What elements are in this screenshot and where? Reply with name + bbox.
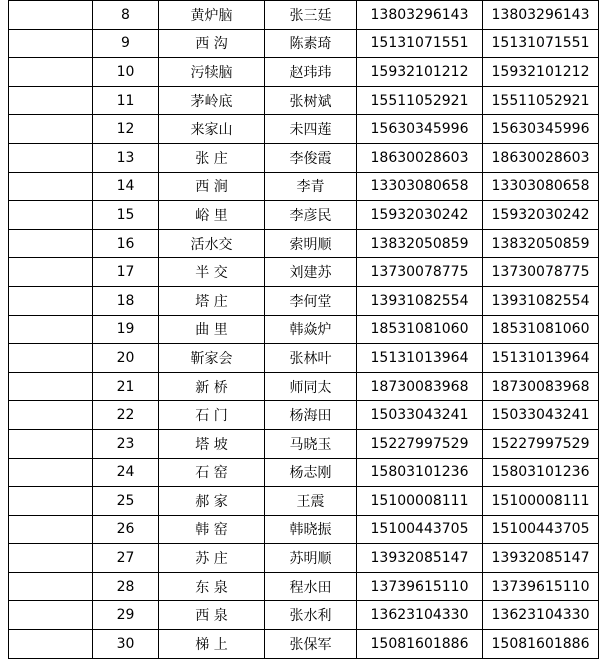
phone-cell-secondary: 15803101236	[483, 458, 599, 487]
blank-cell	[9, 58, 93, 87]
table-row	[9, 58, 599, 87]
village-cell: 污犊脑	[159, 58, 265, 87]
village-cell: 西 涧	[159, 172, 265, 201]
row-number-cell: 28	[93, 572, 159, 601]
row-number-cell: 21	[93, 372, 159, 401]
blank-cell	[9, 1, 93, 30]
phone-cell: 18630028603	[357, 143, 483, 172]
phone-cell: 15932030242	[357, 201, 483, 230]
village-cell: 郝 家	[159, 487, 265, 516]
table-row	[9, 344, 599, 373]
blank-cell	[9, 458, 93, 487]
contact-table	[8, 0, 599, 659]
table-row	[9, 286, 599, 315]
table-row	[9, 372, 599, 401]
phone-cell-secondary: 15227997529	[483, 429, 599, 458]
table-body	[9, 1, 599, 659]
phone-cell: 15511052921	[357, 86, 483, 115]
blank-cell	[9, 115, 93, 144]
person-name-cell: 张树斌	[265, 86, 357, 115]
blank-cell	[9, 315, 93, 344]
blank-cell	[9, 258, 93, 287]
person-name-cell: 杨志刚	[265, 458, 357, 487]
phone-cell: 15131013964	[357, 344, 483, 373]
row-number-cell: 22	[93, 401, 159, 430]
table-row	[9, 1, 599, 30]
row-number-cell: 19	[93, 315, 159, 344]
village-cell: 苏 庄	[159, 544, 265, 573]
phone-cell-secondary: 13803296143	[483, 1, 599, 30]
table-row	[9, 429, 599, 458]
row-number-cell: 16	[93, 229, 159, 258]
person-name-cell: 李何堂	[265, 286, 357, 315]
table-row	[9, 86, 599, 115]
table-row	[9, 515, 599, 544]
phone-cell-secondary: 18730083968	[483, 372, 599, 401]
blank-cell	[9, 172, 93, 201]
table-row	[9, 315, 599, 344]
phone-cell: 15227997529	[357, 429, 483, 458]
village-cell: 半 交	[159, 258, 265, 287]
village-cell: 活水交	[159, 229, 265, 258]
table-row	[9, 172, 599, 201]
person-name-cell: 赵玮玮	[265, 58, 357, 87]
blank-cell	[9, 344, 93, 373]
blank-cell	[9, 544, 93, 573]
row-number-cell: 13	[93, 143, 159, 172]
table-row	[9, 572, 599, 601]
village-cell: 塔 庄	[159, 286, 265, 315]
phone-cell-secondary: 15100008111	[483, 487, 599, 516]
phone-cell: 15131071551	[357, 29, 483, 58]
village-cell: 石 门	[159, 401, 265, 430]
blank-cell	[9, 29, 93, 58]
row-number-cell: 14	[93, 172, 159, 201]
person-name-cell: 索明顺	[265, 229, 357, 258]
blank-cell	[9, 630, 93, 659]
village-cell: 曲 里	[159, 315, 265, 344]
blank-cell	[9, 487, 93, 516]
person-name-cell: 未四莲	[265, 115, 357, 144]
phone-cell: 18730083968	[357, 372, 483, 401]
person-name-cell: 刘建苏	[265, 258, 357, 287]
village-cell: 东 泉	[159, 572, 265, 601]
person-name-cell: 张水利	[265, 601, 357, 630]
person-name-cell: 杨海田	[265, 401, 357, 430]
phone-cell: 13931082554	[357, 286, 483, 315]
phone-cell-secondary: 15131071551	[483, 29, 599, 58]
blank-cell	[9, 372, 93, 401]
row-number-cell: 29	[93, 601, 159, 630]
village-cell: 靳家会	[159, 344, 265, 373]
person-name-cell: 苏明顺	[265, 544, 357, 573]
blank-cell	[9, 515, 93, 544]
table-row	[9, 630, 599, 659]
phone-cell-secondary: 13303080658	[483, 172, 599, 201]
row-number-cell: 25	[93, 487, 159, 516]
phone-cell-secondary: 15630345996	[483, 115, 599, 144]
village-cell: 新 桥	[159, 372, 265, 401]
person-name-cell: 李彦民	[265, 201, 357, 230]
phone-cell: 13303080658	[357, 172, 483, 201]
person-name-cell: 李青	[265, 172, 357, 201]
phone-cell: 18531081060	[357, 315, 483, 344]
phone-cell-secondary: 13931082554	[483, 286, 599, 315]
phone-cell-secondary: 18531081060	[483, 315, 599, 344]
table-row	[9, 229, 599, 258]
phone-cell-secondary: 18630028603	[483, 143, 599, 172]
row-number-cell: 23	[93, 429, 159, 458]
table-row	[9, 544, 599, 573]
blank-cell	[9, 286, 93, 315]
village-cell: 黄炉脑	[159, 1, 265, 30]
blank-cell	[9, 572, 93, 601]
phone-cell: 13803296143	[357, 1, 483, 30]
person-name-cell: 师同太	[265, 372, 357, 401]
phone-cell-secondary: 13832050859	[483, 229, 599, 258]
phone-cell-secondary: 15033043241	[483, 401, 599, 430]
table-row	[9, 201, 599, 230]
table-row	[9, 487, 599, 516]
row-number-cell: 20	[93, 344, 159, 373]
person-name-cell: 韩焱炉	[265, 315, 357, 344]
phone-cell: 13932085147	[357, 544, 483, 573]
phone-cell: 15081601886	[357, 630, 483, 659]
row-number-cell: 11	[93, 86, 159, 115]
table-row	[9, 258, 599, 287]
row-number-cell: 10	[93, 58, 159, 87]
phone-cell-secondary: 15932101212	[483, 58, 599, 87]
blank-cell	[9, 601, 93, 630]
phone-cell: 15932101212	[357, 58, 483, 87]
row-number-cell: 30	[93, 630, 159, 659]
phone-cell-secondary: 15131013964	[483, 344, 599, 373]
phone-cell: 15100443705	[357, 515, 483, 544]
blank-cell	[9, 429, 93, 458]
phone-cell: 13832050859	[357, 229, 483, 258]
phone-cell-secondary: 15932030242	[483, 201, 599, 230]
phone-cell-secondary: 15511052921	[483, 86, 599, 115]
phone-cell: 13623104330	[357, 601, 483, 630]
village-cell: 峪 里	[159, 201, 265, 230]
person-name-cell: 韩晓振	[265, 515, 357, 544]
table-row	[9, 458, 599, 487]
phone-cell-secondary: 15081601886	[483, 630, 599, 659]
person-name-cell: 陈素琦	[265, 29, 357, 58]
blank-cell	[9, 401, 93, 430]
village-cell: 茅岭底	[159, 86, 265, 115]
village-cell: 西 泉	[159, 601, 265, 630]
village-cell: 韩 窑	[159, 515, 265, 544]
village-cell: 张 庄	[159, 143, 265, 172]
row-number-cell: 24	[93, 458, 159, 487]
row-number-cell: 27	[93, 544, 159, 573]
phone-cell-secondary: 13739615110	[483, 572, 599, 601]
blank-cell	[9, 229, 93, 258]
village-cell: 石 窑	[159, 458, 265, 487]
person-name-cell: 李俊霞	[265, 143, 357, 172]
table-row	[9, 601, 599, 630]
row-number-cell: 15	[93, 201, 159, 230]
table-row	[9, 29, 599, 58]
village-cell: 塔 坡	[159, 429, 265, 458]
row-number-cell: 26	[93, 515, 159, 544]
village-cell: 梯 上	[159, 630, 265, 659]
row-number-cell: 12	[93, 115, 159, 144]
phone-cell-secondary: 13730078775	[483, 258, 599, 287]
village-cell: 来家山	[159, 115, 265, 144]
blank-cell	[9, 143, 93, 172]
blank-cell	[9, 201, 93, 230]
blank-cell	[9, 86, 93, 115]
phone-cell: 15630345996	[357, 115, 483, 144]
person-name-cell: 马晓玉	[265, 429, 357, 458]
phone-cell: 15803101236	[357, 458, 483, 487]
person-name-cell: 张三廷	[265, 1, 357, 30]
row-number-cell: 18	[93, 286, 159, 315]
person-name-cell: 王震	[265, 487, 357, 516]
person-name-cell: 程水田	[265, 572, 357, 601]
person-name-cell: 张林叶	[265, 344, 357, 373]
phone-cell-secondary: 13623104330	[483, 601, 599, 630]
table-row	[9, 115, 599, 144]
row-number-cell: 9	[93, 29, 159, 58]
phone-cell: 15033043241	[357, 401, 483, 430]
phone-cell: 15100008111	[357, 487, 483, 516]
table-row	[9, 143, 599, 172]
table-row	[9, 401, 599, 430]
phone-cell-secondary: 15100443705	[483, 515, 599, 544]
row-number-cell: 8	[93, 1, 159, 30]
village-cell: 西 沟	[159, 29, 265, 58]
phone-cell: 13730078775	[357, 258, 483, 287]
phone-cell-secondary: 13932085147	[483, 544, 599, 573]
person-name-cell: 张保军	[265, 630, 357, 659]
phone-cell: 13739615110	[357, 572, 483, 601]
row-number-cell: 17	[93, 258, 159, 287]
